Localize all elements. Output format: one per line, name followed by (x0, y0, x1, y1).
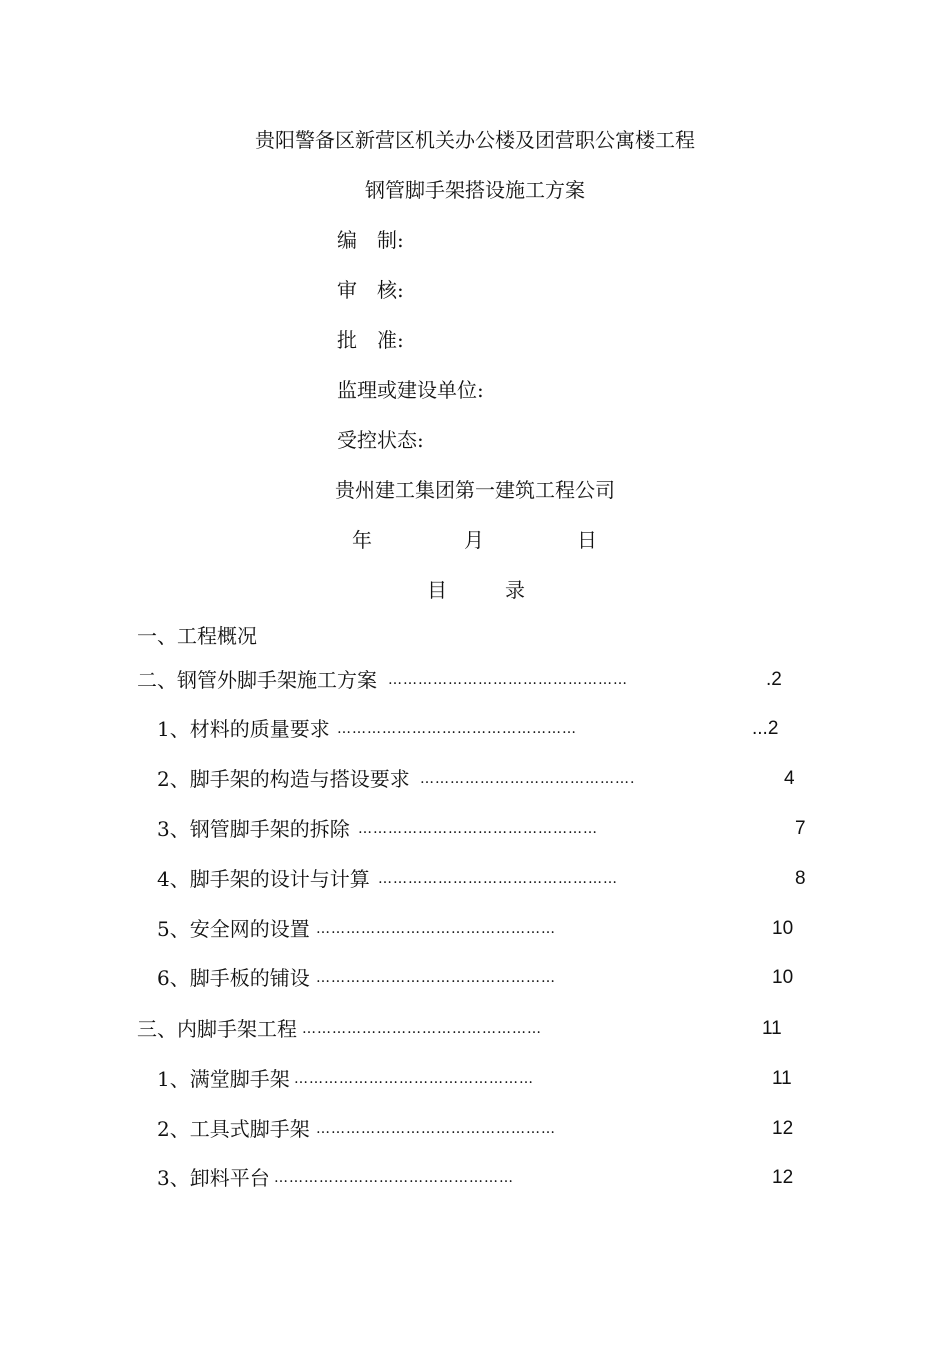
date-month: 月 (464, 528, 484, 552)
toc-entry-page: 7 (795, 818, 806, 839)
project-title: 贵阳警备区新营区机关办公楼及团营职公寓楼工程 (255, 128, 695, 152)
toc-entry-label: 5、安全网的设置 (157, 917, 310, 941)
plan-title: 钢管脚手架搭设施工方案 (365, 178, 585, 202)
toc-entry (0, 964, 950, 992)
date-day: 日 (577, 528, 597, 552)
toc-entry-page: .2 (766, 669, 782, 690)
toc-entry-page: 4 (784, 768, 795, 789)
toc-entry-leader: ………………………………………… (274, 1170, 514, 1186)
toc-entry-label: 6、脚手板的铺设 (157, 966, 310, 990)
toc-entry-page: 12 (772, 1167, 794, 1188)
toc-entry-label: 3、钢管脚手架的拆除 (157, 817, 350, 841)
toc-entry (0, 815, 950, 843)
toc-entry-leader: ………………………………………… (337, 721, 577, 737)
toc-entry (0, 915, 950, 943)
toc-entry-leader: ………………………………………… (302, 1021, 542, 1037)
toc-heading-lu: 录 (505, 578, 525, 602)
toc-entry-label: 一、工程概况 (137, 624, 257, 648)
toc-entry-leader: ………………………………………… (316, 921, 556, 937)
toc-entry-page: 12 (772, 1118, 794, 1139)
company-name: 贵州建工集团第一建筑工程公司 (335, 478, 615, 502)
toc-entry-page: 11 (772, 1068, 792, 1089)
toc-entry-leader: ………………………………………… (378, 871, 618, 887)
toc-entry-label: 二、钢管外脚手架施工方案 (137, 668, 377, 692)
field-review: 审 核: (337, 278, 404, 302)
toc-entry-label: 2、工具式脚手架 (157, 1117, 310, 1141)
toc-entry-leader: ………………………………………… (294, 1071, 534, 1087)
toc-entry (0, 1115, 950, 1143)
toc-entry-leader: ……………………………………. (420, 771, 636, 787)
toc-entry-leader: ………………………………………… (316, 970, 556, 986)
toc-entry (0, 765, 950, 793)
toc-entry-label: 2、脚手架的构造与搭设要求 (157, 767, 410, 791)
field-approve: 批 准: (337, 328, 404, 352)
toc-entry (0, 666, 950, 694)
toc-entry-page: 10 (772, 918, 794, 939)
toc-heading-mu: 目 (427, 578, 447, 602)
toc-entry (0, 865, 950, 893)
toc-entry-label: 1、满堂脚手架 (157, 1067, 290, 1091)
toc-entry (0, 715, 950, 743)
field-control-status: 受控状态: (337, 428, 424, 452)
toc-entry-label: 1、材料的质量要求 (157, 717, 330, 741)
toc-entry-label: 三、内脚手架工程 (137, 1017, 297, 1041)
toc-entry-leader: ………………………………………… (316, 1121, 556, 1137)
toc-entry-label: 3、卸料平台 (157, 1166, 270, 1190)
toc-entry-page: ...2 (752, 718, 779, 739)
date-year: 年 (352, 528, 372, 552)
toc-entry-label: 4、脚手架的设计与计算 (157, 867, 370, 891)
toc-entry-page: 11 (762, 1018, 782, 1039)
field-compile: 编 制: (337, 228, 404, 252)
toc-entry-leader: ………………………………………… (388, 672, 628, 688)
toc-entry-page: 10 (772, 967, 794, 988)
toc-entry (0, 1164, 950, 1192)
toc-entry (0, 1065, 950, 1093)
field-supervisor: 监理或建设单位: (337, 378, 484, 402)
toc-entry (0, 622, 950, 650)
toc-entry (0, 1015, 950, 1043)
toc-entry-page: 8 (795, 868, 806, 889)
toc-entry-leader: ………………………………………… (358, 821, 598, 837)
